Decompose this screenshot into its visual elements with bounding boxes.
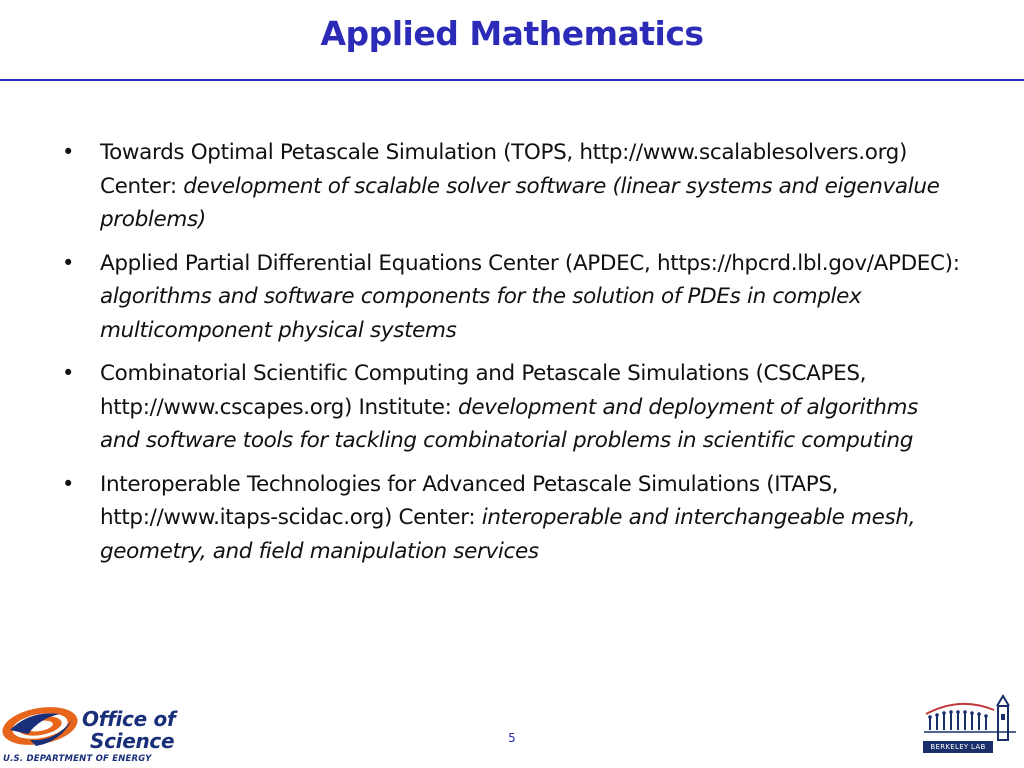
bullet-text — [100, 136, 962, 237]
bullet-plain-text: Towards Optimal Petascale Simulation (TOPS, http://www.scalablesolvers.org) Center: — [100, 140, 908, 199]
bullet-item — [62, 247, 962, 348]
bullet-text — [100, 247, 962, 348]
title-divider — [0, 79, 1024, 81]
bullet-item — [62, 468, 962, 569]
office-of-label: Office of — [82, 707, 176, 731]
bullet-italic-text: interoperable and interchangeable mesh, geometry, and field manipulation services — [100, 505, 916, 564]
bullet-italic-text: development of scalable solver software (linear systems and eigenvalue problems) — [100, 173, 940, 232]
bullet-plain-text: Interoperable Technologies for Advanced Petascale Simulations (ITAPS, http://www.itaps-scidac.org) Center: — [100, 471, 839, 530]
bullet-italic-text: development and deployment of algorithms and software tools for tackling combinatorial problems in scientific computing — [100, 394, 918, 453]
bullet-marker: • — [62, 140, 75, 164]
bullet-text — [100, 357, 962, 458]
science-label: Science — [90, 729, 175, 753]
bullet-plain-text: Combinatorial Scientific Computing and Petascale Simulations (CSCAPES, http://www.cscapes.org) Institute: — [100, 361, 867, 420]
bullet-marker: • — [62, 250, 75, 275]
bullet-marker: • — [62, 471, 75, 496]
bullet-list — [62, 136, 962, 578]
bullet-item — [62, 136, 962, 237]
doe-label: U.S. DEPARTMENT OF ENERGY — [3, 754, 152, 764]
page-number: 5 — [508, 731, 516, 745]
bullet-plain-text: Applied Partial Differential Equations Center (APDEC, https://hpcrd.lbl.gov/APDEC): — [100, 250, 960, 276]
bullet-item — [62, 357, 962, 458]
bullet-italic-text: algorithms and software components for the solution of PDEs in complex multicomponent physical systems — [100, 284, 862, 343]
berkeley-lab-label: BERKELEY LAB — [923, 741, 993, 753]
bullet-text — [100, 468, 962, 569]
slide-title: Applied Mathematics — [320, 14, 704, 53]
bullet-marker: • — [62, 361, 75, 385]
